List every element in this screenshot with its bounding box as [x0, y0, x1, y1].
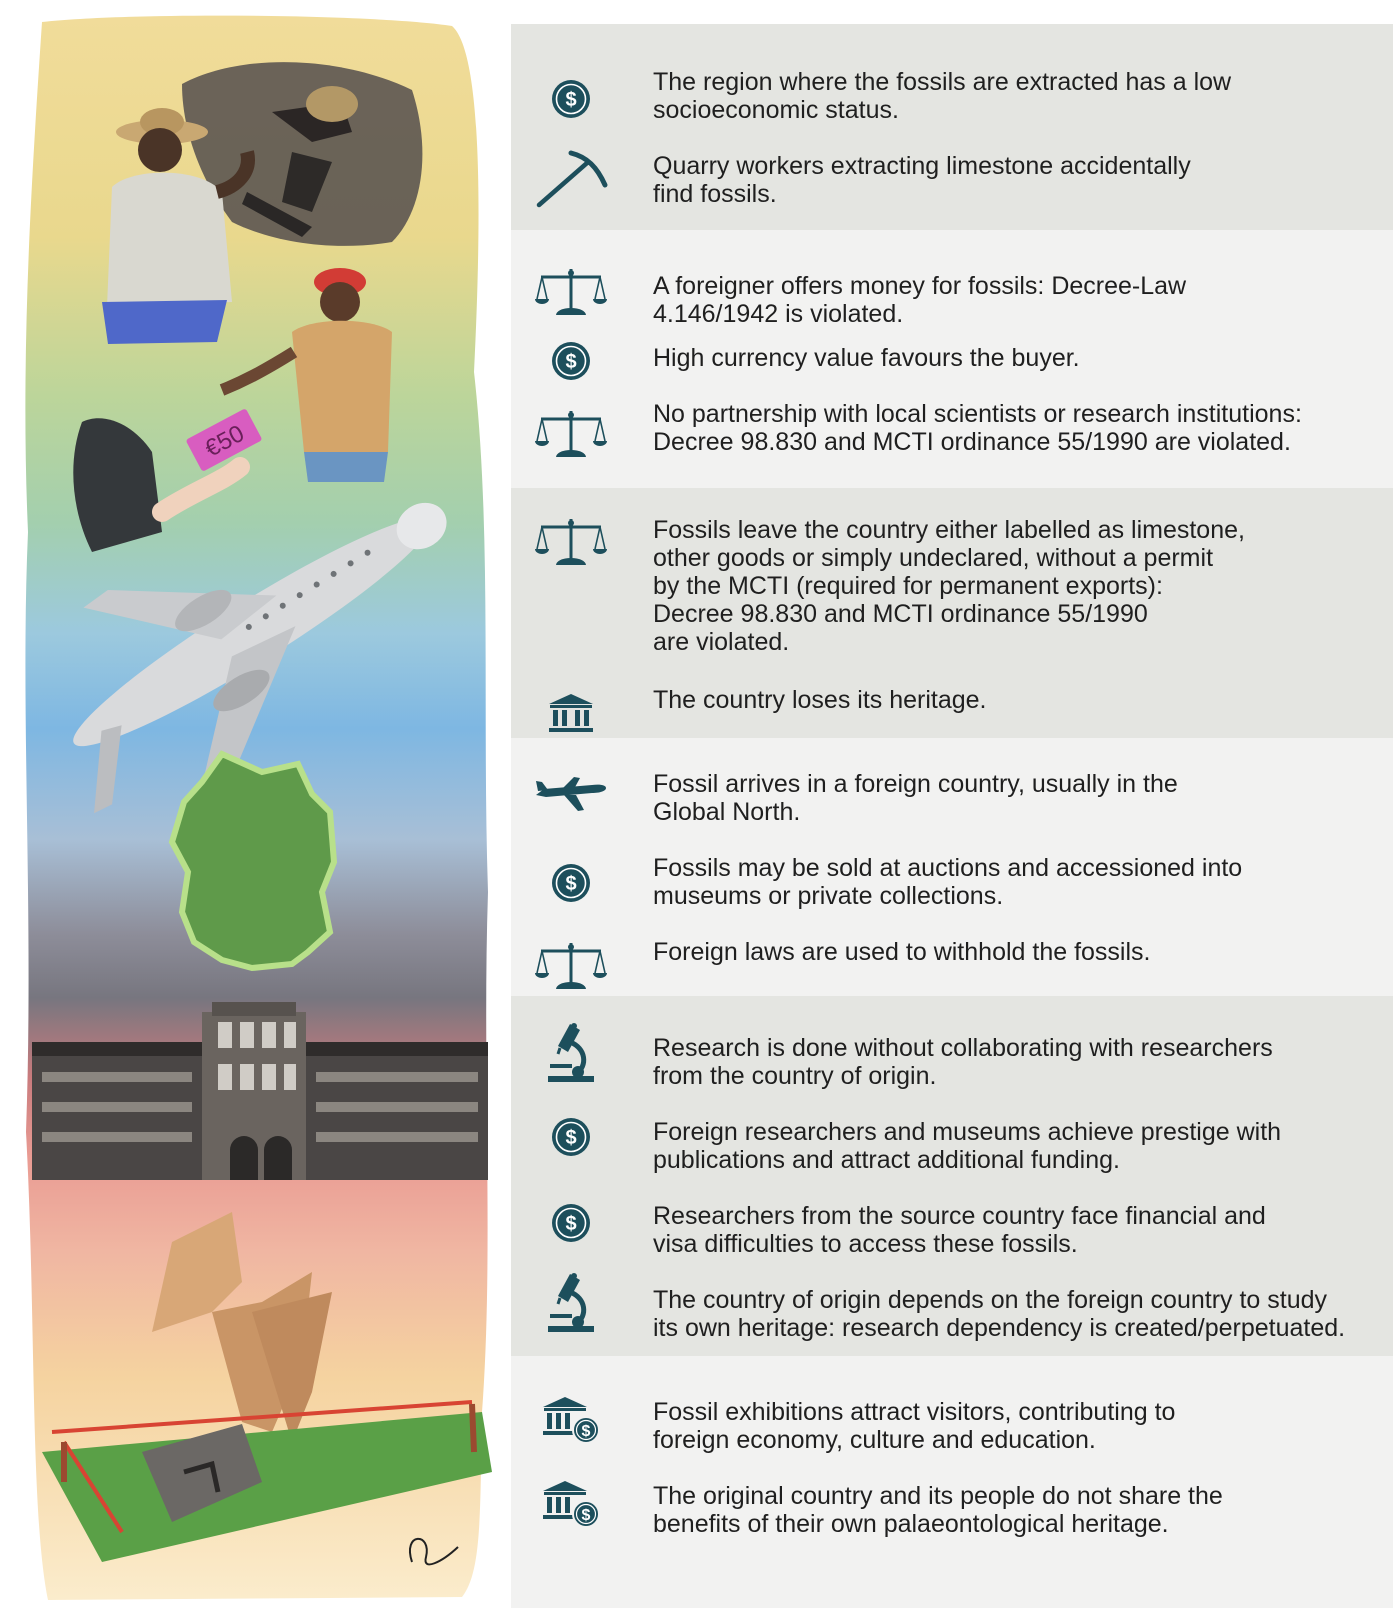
- scales-icon: [535, 934, 607, 996]
- illustration-panel: [12, 12, 500, 1602]
- microscope-icon: [535, 1022, 607, 1084]
- dollar-coin-icon: [535, 1192, 607, 1254]
- info-text: The country of origin depends on the foreign country to study its own heritage: research dependency is created/perpetuated.: [653, 1286, 1346, 1342]
- info-text: The region where the fossils are extracted has a low socioeconomic status.: [653, 68, 1232, 124]
- dollar-coin-icon: [535, 852, 607, 914]
- scales-icon: [535, 402, 607, 464]
- airplane-icon: [535, 764, 607, 826]
- info-text: Foreign researchers and museums achieve prestige with publications and attract additional funding.: [653, 1118, 1282, 1174]
- museum-money-icon: [535, 1474, 607, 1536]
- banknote-label: €50: [200, 420, 249, 463]
- dollar-coin-icon: [535, 68, 607, 130]
- info-text: Researchers from the source country face financial and visa difficulties to access these fossils.: [653, 1202, 1266, 1258]
- svg-text:$: $: [565, 1127, 577, 1149]
- info-text: No partnership with local scientists or research institutions: Decree 98.830 and MCTI ordinance 55/1990 are violated.: [653, 400, 1302, 456]
- section-1: [511, 24, 1393, 230]
- info-text: Fossil arrives in a foreign country, usually in the Global North.: [653, 770, 1178, 826]
- microscope-icon: [535, 1272, 607, 1334]
- svg-text:$: $: [565, 351, 577, 373]
- svg-text:$: $: [581, 1423, 591, 1440]
- info-text: Foreign laws are used to withhold the fossils.: [653, 938, 1151, 966]
- svg-text:$: $: [565, 873, 577, 895]
- svg-text:$: $: [565, 89, 577, 111]
- scales-icon: [535, 260, 607, 322]
- museum-money-icon: [535, 1390, 607, 1452]
- section-2: [511, 230, 1393, 488]
- section-5: [511, 996, 1393, 1356]
- pickaxe-icon: [535, 148, 607, 210]
- dollar-coin-icon: [535, 1106, 607, 1168]
- svg-text:$: $: [565, 1213, 577, 1235]
- scales-icon: [535, 510, 607, 572]
- dollar-coin-icon: [535, 330, 607, 392]
- info-text: A foreigner offers money for fossils: Decree-Law 4.146/1942 is violated.: [653, 272, 1187, 328]
- museum-icon: [535, 682, 607, 744]
- info-text: The country loses its heritage.: [653, 686, 987, 714]
- info-text: The original country and its people do not share the benefits of their own palaeontological heritage.: [653, 1482, 1223, 1538]
- info-text: Fossils leave the country either labelled as limestone, other goods or simply undeclared, without a permit by the MCTI (required for permanent exports): Decree 98.830 and MCTI ordinance 55/1990 are violated.: [653, 516, 1245, 656]
- section-6: [511, 1356, 1393, 1608]
- section-4: [511, 738, 1393, 996]
- svg-text:$: $: [581, 1507, 591, 1524]
- info-text: Research is done without collaborating with researchers from the country of origin.: [653, 1034, 1273, 1090]
- info-panel: [511, 24, 1393, 1608]
- info-text: Fossils may be sold at auctions and accessioned into museums or private collections.: [653, 854, 1243, 910]
- info-text: Quarry workers extracting limestone accidentally find fossils.: [653, 152, 1191, 208]
- info-text: Fossil exhibitions attract visitors, contributing to foreign economy, culture and education.: [653, 1398, 1176, 1454]
- info-text: High currency value favours the buyer.: [653, 344, 1080, 372]
- illustration-svg: [12, 12, 500, 1602]
- section-3: [511, 488, 1393, 738]
